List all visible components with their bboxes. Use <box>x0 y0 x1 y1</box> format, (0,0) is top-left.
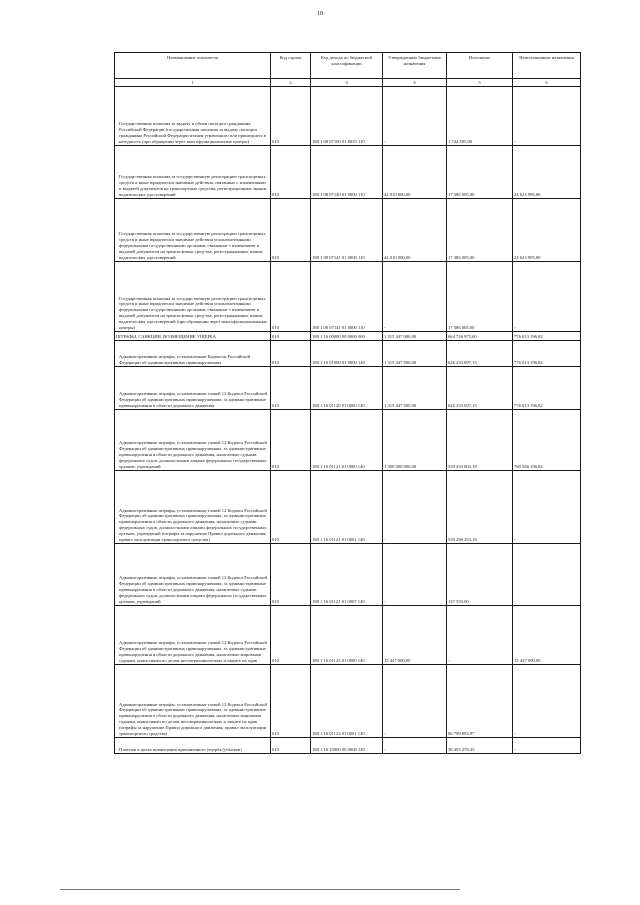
row-income-code: 188 1 08 07141 01 8000 110 <box>311 262 383 332</box>
row-income-code: 188 1 16 01123 01 0000 140 <box>311 606 383 665</box>
footer-rule <box>60 889 460 890</box>
row-line-code: 010 <box>271 332 311 341</box>
row-line-code: 010 <box>271 199 311 262</box>
row-executed: 17 386 005,00 <box>447 262 513 332</box>
row-income-code: 188 1 16 00000 00 0000 000 <box>311 332 383 341</box>
row-name: Административные штрафы, установленные главой 12 Кодекса Российской Федерации об административных правонарушениях, за административные правонарушения в области дорожного движения, налагаемые судьями федеральных судов, должностными лицами федеральных государственных органов, учреждений (штрафы за нарушение Правил дорожного движения, правил эксплуатации транспортного средства) <box>115 471 271 544</box>
row-line-code: 010 <box>271 410 311 471</box>
row-approved: - <box>383 544 447 606</box>
row-income-code: 188 1 16 01121 01 0000 140 <box>311 410 383 471</box>
column-header-executed: Исполнено <box>447 53 513 79</box>
column-number: 6 <box>513 79 581 87</box>
row-income-code: 188 1 16 01121 01 0007 140 <box>311 544 383 606</box>
row-remaining: 776 013 196,82 <box>513 367 581 410</box>
row-name: Административные штрафы, установленные Кодексом Российской Федерации об административных правонарушениях <box>115 341 271 367</box>
row-name: Государственная пошлина за выдачу и обмен паспорта гражданина Российской Федерации (государственная пошлина за выдачу паспорта гражданина Российской Федерации взамен утраченного или пришедшего в негодность (при обращении через многофункциональные центры) <box>115 87 271 146</box>
row-executed: 137 550,00 <box>447 544 513 606</box>
row-line-code: 010 <box>271 544 311 606</box>
row-approved: 15 447 000,00 <box>383 606 447 665</box>
column-header-name: Наименование показателя <box>115 53 271 79</box>
row-name: Государственная пошлина за государственную регистрацию транспортных средств и иные юридически значимые действия уполномоченными федеральными государственными органами, связанные с изменением и выдачей документов на транспортные средства, регистрационных знаков, водительских удостоверений (при обращении через многофункциональные центры) <box>115 262 271 332</box>
column-header-line-code: Код строки <box>271 53 311 79</box>
row-approved: - <box>383 262 447 332</box>
table-row <box>115 606 581 665</box>
row-approved: - <box>383 665 447 738</box>
row-remaining: - <box>513 665 581 738</box>
row-executed: 17 386 005,00 <box>447 199 513 262</box>
column-header-income-code: Код дохода по бюджетной классификации <box>311 53 383 79</box>
row-remaining: 15 447 000,00 <box>513 606 581 665</box>
table-row <box>115 471 581 544</box>
row-approved: 1 315 447 000,00 <box>383 332 447 341</box>
row-executed: - <box>447 606 513 665</box>
row-income-code: 188 1 08 07141 01 0000 110 <box>311 199 383 262</box>
table-row <box>115 87 581 146</box>
row-remaining: - <box>513 544 581 606</box>
row-line-code: 010 <box>271 606 311 665</box>
row-line-code: 010 <box>271 341 311 367</box>
row-executed: 86 799 893,97 <box>447 665 513 738</box>
row-name: Административные штрафы, установленные главой 12 Кодекса Российской Федерации об административных правонарушениях, за административные правонарушения в области дорожного движения, налагаемые судьями федеральных судов, должностными лицами федеральных государственных органов, учреждений <box>115 410 271 471</box>
row-name: ШТРАФЫ, САНКЦИИ, ВОЗМЕЩЕНИЕ УЩЕРБА <box>115 332 271 341</box>
row-line-code: 010 <box>271 146 311 199</box>
row-remaining: - <box>513 262 581 332</box>
table-row <box>115 367 581 410</box>
row-approved: - <box>383 87 447 146</box>
row-name: Государственная пошлина за государственную регистрацию транспортных средств и иные юридически значимые действия уполномоченными федеральными государственными органами, связанные с изменением и выдачей документов на транспортные средства, регистрационных знаков, водительских удостоверений <box>115 199 271 262</box>
row-line-code: 010 <box>271 262 311 332</box>
row-remaining: 24 623 995,00 <box>513 199 581 262</box>
column-number: 5 <box>447 79 513 87</box>
row-name: Платежи в целях возмещения причиненного ущерба (убытков) <box>115 738 271 754</box>
row-executed: 38 493 278,45 <box>447 738 513 754</box>
row-income-code: 188 1 08 07100 01 8035 110 <box>311 87 383 146</box>
row-approved: 1 315 447 000,00 <box>383 341 447 367</box>
row-income-code: 188 1 08 07140 01 0000 110 <box>311 146 383 199</box>
table-row <box>115 199 581 262</box>
budget-execution-table <box>114 52 581 754</box>
row-executed: 539 433 803,18 <box>447 410 513 471</box>
table-row <box>115 332 581 341</box>
row-approved: 42 010 000,00 <box>383 199 447 262</box>
table-row <box>115 410 581 471</box>
column-number: 2 <box>271 79 311 87</box>
row-executed: 1 742 505,00 <box>447 87 513 146</box>
table-row <box>115 262 581 332</box>
page-number: 18 <box>317 11 323 17</box>
row-line-code: 010 <box>271 738 311 754</box>
row-line-code: 010 <box>271 665 311 738</box>
table-row <box>115 665 581 738</box>
row-executed: 626 233 697,15 <box>447 367 513 410</box>
row-remaining: 760 566 196,82 <box>513 410 581 471</box>
table-row <box>115 544 581 606</box>
row-remaining: 24 623 995,00 <box>513 146 581 199</box>
row-line-code: 010 <box>271 471 311 544</box>
row-approved: - <box>383 738 447 754</box>
row-line-code: 010 <box>271 367 311 410</box>
row-remaining: - <box>513 87 581 146</box>
row-name: Административные штрафы, установленные главой 12 Кодекса Российской Федерации об административных правонарушениях, за административные правонарушения в области дорожного движения, налагаемые мировыми судьями, комиссиями по делам несовершеннолетних и защите их прав <box>115 606 271 665</box>
row-executed: 664 726 975,60 <box>447 332 513 341</box>
row-income-code: 188 1 16 01121 01 0001 140 <box>311 471 383 544</box>
row-approved: 1 315 447 000,00 <box>383 367 447 410</box>
column-number: 4 <box>383 79 447 87</box>
row-remaining: - <box>513 738 581 754</box>
table-row <box>115 146 581 199</box>
row-line-code: 010 <box>271 87 311 146</box>
row-income-code: 188 1 16 01123 01 0001 140 <box>311 665 383 738</box>
column-number-row <box>115 79 581 87</box>
row-income-code: 188 1 16 10000 00 0000 140 <box>311 738 383 754</box>
row-executed: 626 233 697,15 <box>447 341 513 367</box>
row-remaining: 776 013 196,82 <box>513 332 581 341</box>
row-name: Государственная пошлина за государственную регистрацию транспортных средств и иные юридически значимые действия, связанные с изменениями и выдачей документов на транспортные средства, регистрационных знаков, водительских удостоверений <box>115 146 271 199</box>
row-name: Административные штрафы, установленные главой 12 Кодекса Российской Федерации об административных правонарушениях, за административные правонарушения в области дорожного движения, налагаемые мировыми судьями, комиссиями по делам несовершеннолетних и защите их прав (штрафы за нарушение Правил дорожного движения, правил эксплуатации транспортного средства) <box>115 665 271 738</box>
column-header-remaining: Неисполненные назначения <box>513 53 581 79</box>
row-approved: - <box>383 471 447 544</box>
column-number: 3 <box>311 79 383 87</box>
row-executed: 17 386 005,00 <box>447 146 513 199</box>
row-approved: 42 010 000,00 <box>383 146 447 199</box>
row-income-code: 188 1 16 01000 01 0000 140 <box>311 341 383 367</box>
header-row <box>115 53 581 79</box>
row-name: Административные штрафы, установленные главой 12 Кодекса Российской Федерации об административных правонарушениях, за административные правонарушения в области дорожного движения <box>115 367 271 410</box>
table-row <box>115 341 581 367</box>
table-row <box>115 738 581 754</box>
row-name: Административные штрафы, установленные главой 12 Кодекса Российской Федерации об административных правонарушениях, за административные правонарушения в области дорожного движения, налагаемые судьями федеральных судов, должностными лицами федеральных государственных органов, учреждений <box>115 544 271 606</box>
row-executed: 539 296 253,18 <box>447 471 513 544</box>
row-remaining: - <box>513 471 581 544</box>
row-income-code: 188 1 16 01120 01 0000 140 <box>311 367 383 410</box>
column-number: 1 <box>115 79 271 87</box>
row-remaining: 776 013 196,82 <box>513 341 581 367</box>
row-approved: 1 300 000 000,00 <box>383 410 447 471</box>
column-header-approved: Утвержденные бюджетные назначения <box>383 53 447 79</box>
